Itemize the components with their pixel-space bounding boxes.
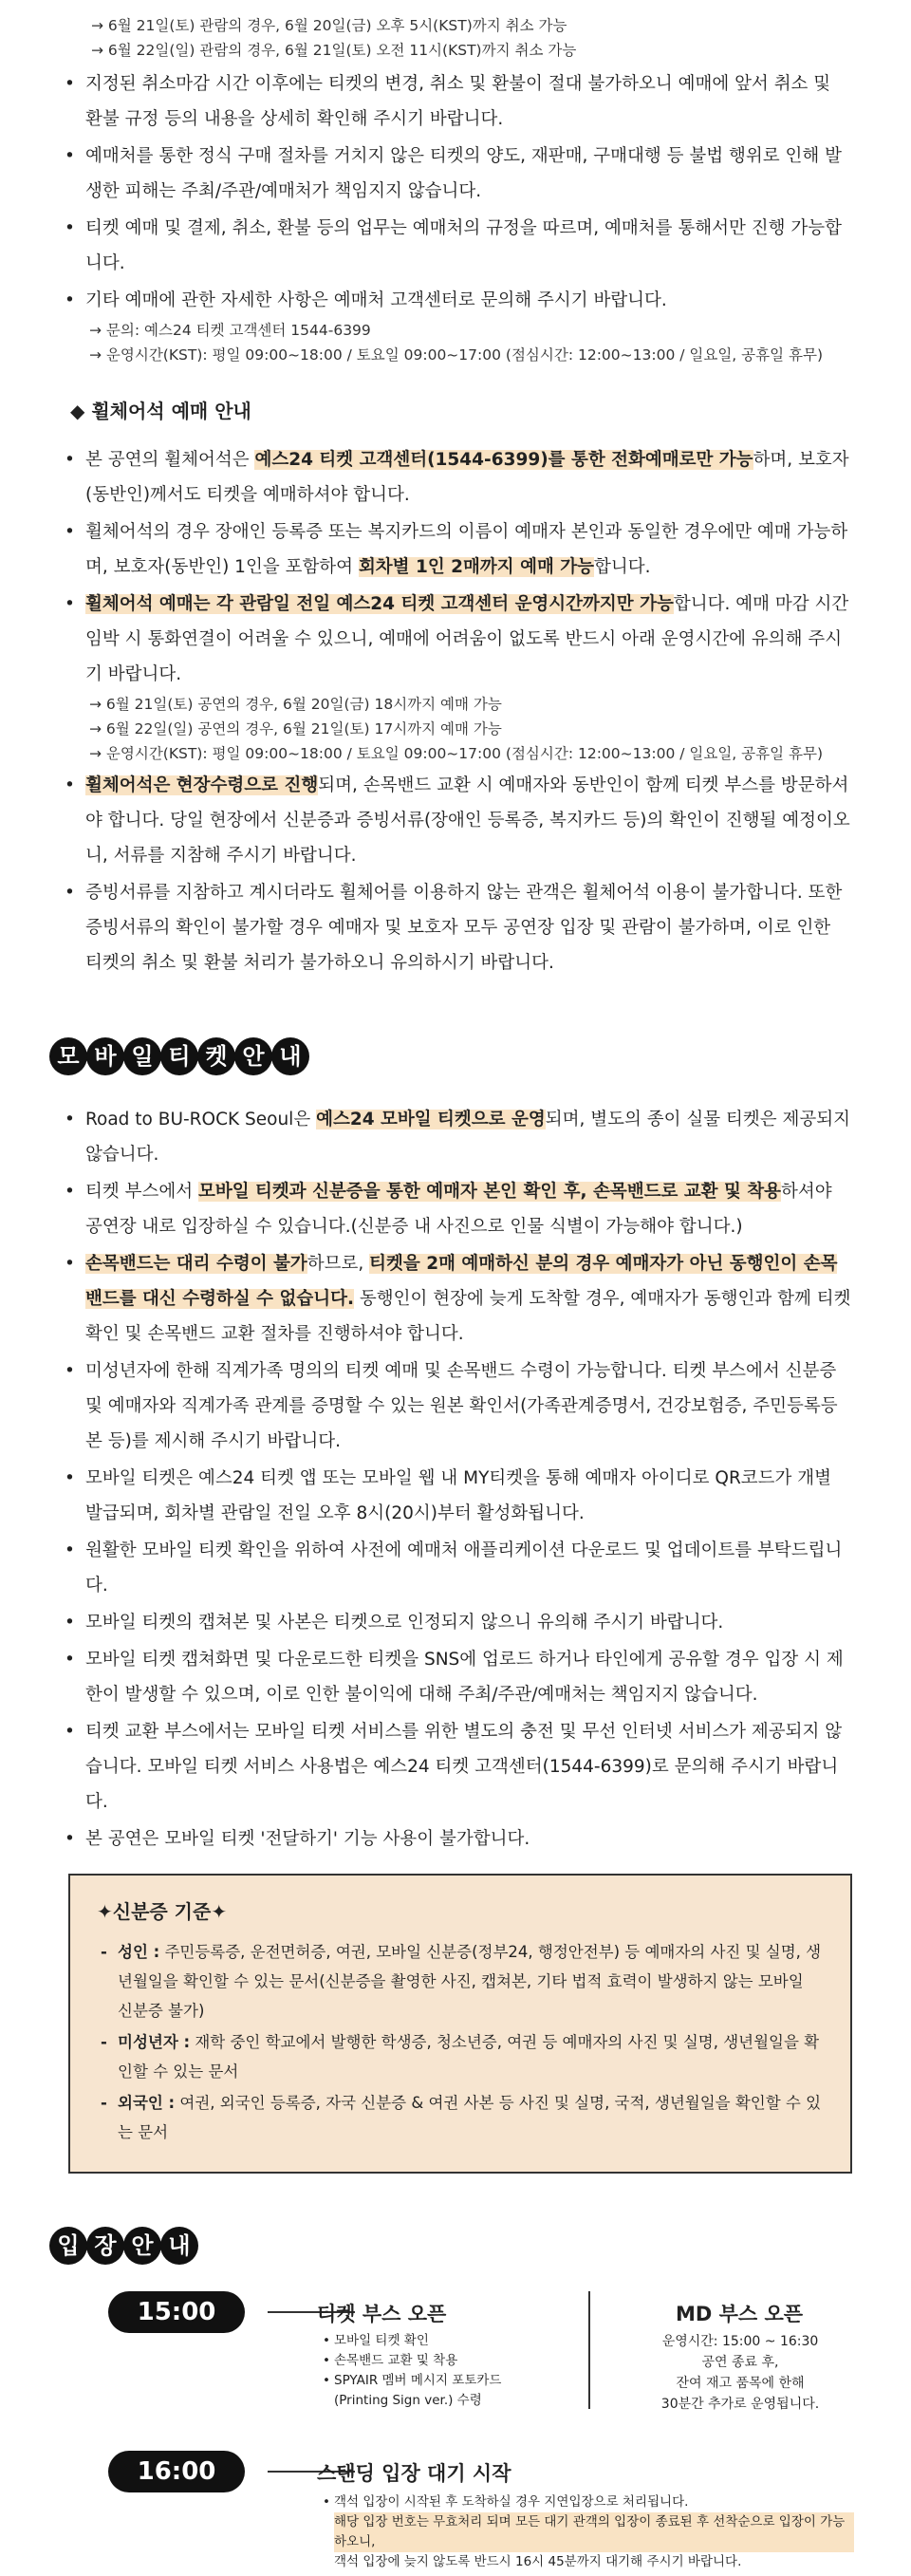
list-item-text: 기타 예매에 관한 자세한 사항은 예매처 고객센터로 문의해 주시기 바랍니다. <box>85 290 667 310</box>
md-line: 30분간 추가로 운영됩니다. <box>660 2397 820 2412</box>
title-char: 티 <box>160 1037 198 1075</box>
list-item: • SPYAIR 멤버 메시지 포토카드 (Printing Sign ver.) 수령 <box>323 2371 550 2411</box>
list-item: • 예매처를 통한 정식 구매 절차를 거치지 않은 티켓의 양도, 재판매, 구매대행 등 불법 행위로 인해 발생한 피해는 주최/주관/예매처가 책임지지 않습니다. <box>59 139 852 209</box>
md-line: 잔여 재고 품목에 한해 <box>676 2376 805 2391</box>
time-badge: 16:00 <box>108 2451 245 2492</box>
wait-line: 객석 입장에 늦지 않도록 반드시 16시 45분까지 대기해 주시기 바랍니다. <box>334 2554 742 2569</box>
highlight-text: 휠체어석은 현장수령으로 진행 <box>85 775 319 795</box>
highlight-text: 예스24 티켓 고객센터(1544-6399)를 통한 전화예매로만 가능 <box>254 450 753 470</box>
text: 하셔야 공연장 내로 입장하실 수 있습니다.(신분증 내 사진으로 인물 식별이 가능해야 합니다.) <box>85 1182 832 1237</box>
cancel-section <box>59 0 852 367</box>
text: 하므로, <box>307 1254 370 1274</box>
id-box-title: ✦신분증 기준✦ <box>97 1900 228 1923</box>
text: 되며, 별도의 종이 실물 티켓은 제공되지 않습니다. <box>85 1110 850 1165</box>
list-item <box>323 2492 854 2572</box>
list-item <box>59 283 852 367</box>
wait-line: • 객석 입장이 시작된 후 도착하실 경우 지연입장으로 처리됩니다. <box>334 2494 689 2510</box>
cancel-sub-1: → 6월 21일(토) 관람의 경우, 6월 20일(금) 오후 5시(KST)까지 취소 가능 <box>91 17 567 34</box>
contact-hours: → 운영시간(KST): 평일 09:00~18:00 / 토요일 09:00~17:00 (점심시간: 12:00~13:00 / 일요일, 공휴일 휴무) <box>89 346 823 364</box>
title-char: 내 <box>160 2227 198 2265</box>
text: 재학 중인 학교에서 발행한 학생증, 청소년증, 여권 등 예매자의 사진 및 실명, 생년월일을 확인할 수 있는 문서 <box>118 2033 820 2081</box>
wheelchair-heading: ◆ 휠체어석 예매 안내 <box>70 400 251 422</box>
divider <box>588 2291 590 2409</box>
sub-line: → 운영시간(KST): 평일 09:00~18:00 / 토요일 09:00~17:00 (점심시간: 12:00~13:00 / 일요일, 공휴일 휴무) <box>89 745 823 762</box>
text: 합니다. <box>594 557 651 577</box>
md-line: 공연 종료 후, <box>701 2355 779 2370</box>
list-item: • 지정된 취소마감 시간 이후에는 티켓의 변경, 취소 및 환불이 절대 불가하오니 예매에 앞서 취소 및 환불 규정 등의 내용을 상세히 확인해 주시기 바랍니다. <box>59 66 852 137</box>
list-item: • 손목밴드 교환 및 착용 <box>323 2351 550 2371</box>
list-item <box>59 768 852 873</box>
ticket-booth-title: 티켓 부스 오픈 <box>317 2303 447 2325</box>
highlight-text: 휠체어석 예매는 각 관람일 전일 예스24 티켓 고객센터 운영시간까지만 가능 <box>85 594 674 614</box>
title-char: 입 <box>49 2227 87 2265</box>
highlight-text: 회차별 1인 2매까지 예매 가능 <box>358 557 595 577</box>
entry-info-title <box>49 2227 852 2265</box>
wait-line: 해당 입장 번호는 무효처리 되며 모든 대기 관객의 입장이 종료된 후 선착순으로 입장이 가능하오니, <box>334 2512 854 2552</box>
mobile-ticket-title <box>49 1037 852 1075</box>
title-char: 모 <box>49 1037 87 1075</box>
md-line: 운영시간: 15:00 ~ 16:30 <box>661 2334 819 2349</box>
standing-wait-title: 스탠딩 입장 대기 시작 <box>317 2462 511 2485</box>
title-char: 바 <box>86 1037 124 1075</box>
text: 티켓 부스에서 <box>85 1182 198 1202</box>
text: Road to BU-ROCK Seoul은 <box>85 1110 317 1129</box>
schedule <box>59 2291 852 2576</box>
list-item: • 미성년자에 한해 직계가족 명의의 티켓 예매 및 손목밴드 수령이 가능합니다. 티켓 부스에서 신분증 및 예매자와 직계가족 관계를 증명할 수 있는 원본 확인서(가족관계증명서, 건강보험증, 주민등록등본 등)를 제시해 주시기 바랍니다. <box>59 1353 852 1459</box>
text: 동행인이 현장에 늦게 도착할 경우, 예매자가 동행인과 함께 티켓확인 및 손목밴드 교환 절차를 진행하셔야 합니다. <box>85 1289 851 1344</box>
highlight-text: 예스24 모바일 티켓으로 운영 <box>316 1110 546 1129</box>
md-booth-title: MD 부스 오픈 <box>676 2303 804 2325</box>
sub-line: → 6월 22일(일) 공연의 경우, 6월 21일(토) 17시까지 예매 가능 <box>89 720 502 737</box>
list-item <box>97 1937 822 2025</box>
id-list <box>97 1937 822 2147</box>
title-char: 내 <box>271 1037 309 1075</box>
list-item: • 티켓 교환 부스에서는 모바일 티켓 서비스를 위한 별도의 충전 및 무선 인터넷 서비스가 제공되지 않습니다. 모바일 티켓 서비스 사용법은 예스24 티켓 고객센터(1544-6399)로 문의해 주시기 바랍니다. <box>59 1714 852 1820</box>
text: 주민등록증, 운전면허증, 여권, 모바일 신분증(정부24, 행정안전부) 등 예매자의 사진 및 실명, 생년월일을 확인할 수 있는 문서(신분증을 촬영한 사진, 캡쳐본, 기타 법적 효력이 발생하지 않는 모바일 신분증 불가) <box>118 1943 822 2020</box>
text: 여권, 외국인 등록증, 자국 신분증 & 여권 사본 등 사진 및 실명, 국적, 생년월일을 확인할 수 있는 문서 <box>118 2094 822 2141</box>
list-item <box>59 514 852 585</box>
wheelchair-list <box>59 442 852 980</box>
highlight-text: 모바일 티켓과 신분증을 통한 예매자 본인 확인 후, 손목밴드로 교환 및 착용 <box>198 1182 782 1202</box>
list-item <box>97 2088 822 2147</box>
md-booth-info <box>626 2331 854 2415</box>
cancel-list <box>59 66 852 367</box>
list-item <box>59 1246 852 1352</box>
label: 외국인 : <box>118 2094 176 2112</box>
title-char: 안 <box>234 1037 272 1075</box>
text: 하며, 보호자(동반인)께서도 티켓을 예매하셔야 합니다. <box>85 450 849 505</box>
text: 본 공연의 휠체어석은 <box>85 450 255 470</box>
mobile-list <box>59 1102 852 1857</box>
sub-line: → 6월 21일(토) 공연의 경우, 6월 20일(금) 18시까지 예매 가능 <box>89 696 502 713</box>
ticket-booth-list <box>323 2331 550 2411</box>
title-char: 장 <box>86 2227 124 2265</box>
list-item: • 모바일 티켓 캡쳐화면 및 다운로드한 티켓을 SNS에 업로드 하거나 타인에게 공유할 경우 입장 시 제한이 발생할 수 있으며, 이로 인한 불이익에 대해 주최/주관/예매처는 책임지지 않습니다. <box>59 1642 852 1712</box>
id-requirements-box <box>68 1874 852 2174</box>
list-item: • 원활한 모바일 티켓 확인을 위하여 사전에 예매처 애플리케이션 다운로드 및 업데이트를 부탁드립니다. <box>59 1533 852 1603</box>
text: 합니다. 예매 마감 시간 임박 시 통화연결이 어려울 수 있으니, 예매에 어려움이 없도록 반드시 아래 운영시간에 유의해 주시기 바랍니다. <box>85 594 849 684</box>
list-item: • 티켓 예매 및 결제, 취소, 환불 등의 업무는 예매처의 규정을 따르며, 예매처를 통해서만 진행 가능합니다. <box>59 211 852 281</box>
list-item <box>59 1102 852 1172</box>
text: 휠체어석의 경우 장애인 등록증 또는 복지카드의 이름이 예매자 본인과 동일한 경우에만 예매 가능하며, 보호자(동반인) 1인을 포함하여 <box>85 522 848 577</box>
list-item: • 본 공연은 모바일 티켓 '전달하기' 기능 사용이 불가합니다. <box>59 1821 852 1857</box>
text: 되며, 손목밴드 교환 시 예매자와 동반인이 함께 티켓 부스를 방문하셔야 합니다. 당일 현장에서 신분증과 증빙서류(장애인 등록증, 복지카드 등)의 확인이 진행될 예정이오니, 서류를 지참해 주시기 바랍니다. <box>85 775 850 866</box>
list-item <box>97 2027 822 2086</box>
title-char: 일 <box>123 1037 161 1075</box>
list-item <box>59 587 852 766</box>
time-badge: 15:00 <box>108 2291 245 2333</box>
label: 미성년자 : <box>118 2033 191 2051</box>
list-item <box>59 442 852 513</box>
list-item: • 모바일 티켓 확인 <box>323 2331 550 2351</box>
contact-phone: → 문의: 예스24 티켓 고객센터 1544-6399 <box>89 322 371 339</box>
highlight-text: 티켓을 2매 예매하신 분의 경우 예매자가 아닌 동행인이 손목밴드를 대신 수령하실 수 없습니다. <box>85 1254 838 1309</box>
highlight-text: 손목밴드는 대리 수령이 불가 <box>85 1254 307 1274</box>
cancel-sub-2: → 6월 22일(일) 관람의 경우, 6월 21일(토) 오전 11시(KST)까지 취소 가능 <box>91 42 577 59</box>
label: 성인 : <box>118 1943 160 1961</box>
standing-wait-list <box>323 2492 854 2572</box>
title-char: 켓 <box>197 1037 235 1075</box>
list-item: • 모바일 티켓의 캡쳐본 및 사본은 티켓으로 인정되지 않으니 유의해 주시기 바랍니다. <box>59 1605 852 1640</box>
title-char: 안 <box>123 2227 161 2265</box>
list-item: • 증빙서류를 지참하고 계시더라도 휠체어를 이용하지 않는 관객은 휠체어석 이용이 불가합니다. 또한 증빙서류의 확인이 불가할 경우 예매자 및 보호자 모두 공연장 입장 및 관람이 불가하며, 이로 인한 티켓의 취소 및 환불 처리가 불가하오니 유의하시기 바랍니다. <box>59 875 852 980</box>
list-item <box>59 1174 852 1244</box>
list-item: • 모바일 티켓은 예스24 티켓 앱 또는 모바일 웹 내 MY티켓을 통해 예매자 아이디로 QR코드가 개별 발급되며, 회차별 관람일 전일 오후 8시(20시)부터 활성화됩니다. <box>59 1461 852 1531</box>
